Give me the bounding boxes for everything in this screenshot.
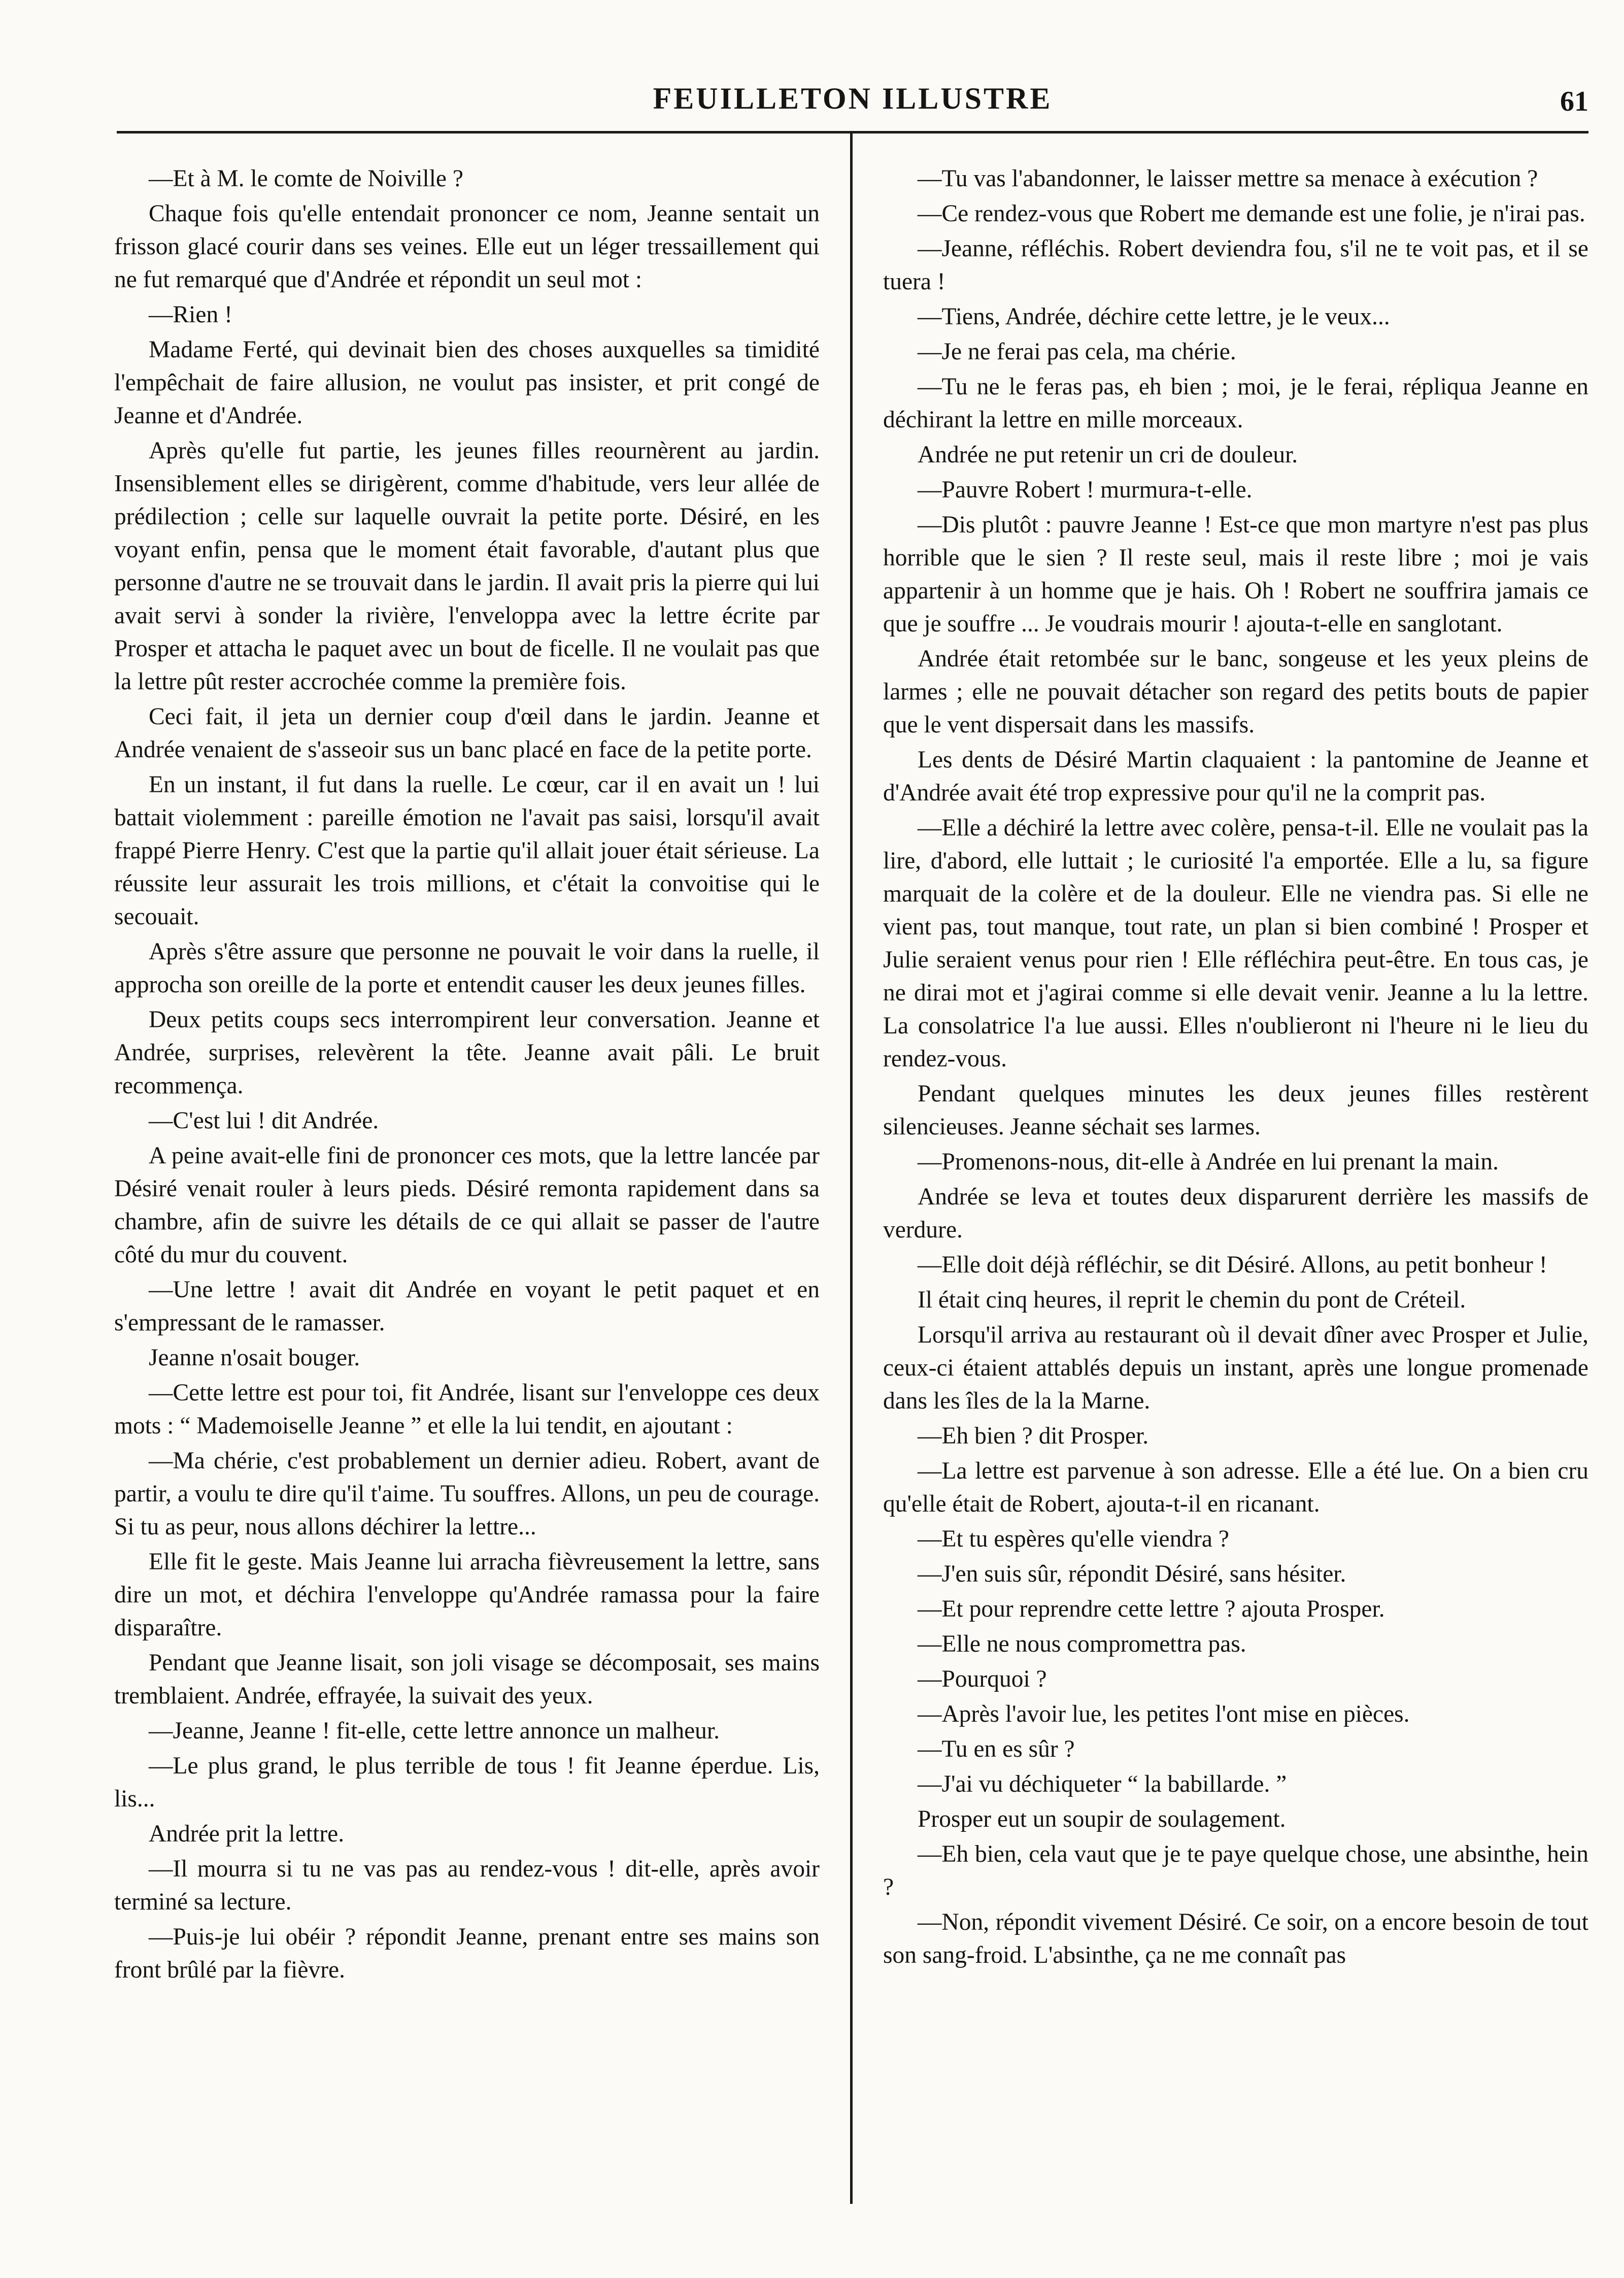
paragraph: Andrée se leva et toutes deux disparurent derrière les massifs de verdure. — [883, 1184, 1588, 1243]
paragraph: —Et tu espères qu'elle viendra ? — [918, 1526, 1229, 1552]
paragraph: Les dents de Désiré Martin claquaient : la pantomine de Jeanne et d'Andrée avait été trop expressive pour qu'il ne la comprit pas. — [883, 747, 1588, 806]
paragraph: —Elle a déchiré la lettre avec colère, pensa-t-il. Elle ne voulait pas la lire, d'abord, elle luttait ; le curiosité l'a emportée. Elle a lu, sa figure marquait de la colère et de la douleur. Elle ne viendra pas. Si elle ne vient pas, tout manque, tout rate, un plan si bien combiné ! Prosper et Julie seraient venus pour rien ! Elle réfléchira peut-être. En tous cas, je ne dirai mot et j'agirai comme si elle devait venir. Jeanne a lu la lettre. La consolatrice l'a lue aussi. Elles n'oublieront ni l'heure ni le lieu du rendez-vous. — [883, 815, 1588, 1072]
paragraph: Chaque fois qu'elle entendait prononcer ce nom, Jeanne sentait un frisson glacé courir dans ses veines. Elle eut un léger tressaillement qui ne fut remarqué que d'Andrée et répondit un seul mot : — [114, 200, 820, 293]
paragraph: —Pauvre Robert ! murmura-t-elle. — [918, 477, 1253, 503]
paragraph: —Rien ! — [149, 302, 232, 328]
paragraph: Elle fit le geste. Mais Jeanne lui arracha fièvreusement la lettre, sans dire un mot, et déchira l'enveloppe qu'Andrée ramassa pour la faire disparaître. — [114, 1549, 820, 1641]
paragraph: —Tiens, Andrée, déchire cette lettre, je le veux... — [918, 304, 1390, 330]
paragraph: —Elle doit déjà réfléchir, se dit Désiré. Allons, au petit bonheur ! — [918, 1252, 1547, 1278]
paragraph: Il était cinq heures, il reprit le chemin du pont de Créteil. — [918, 1287, 1466, 1313]
paragraph: Ceci fait, il jeta un dernier coup d'œil dans le jardin. Jeanne et Andrée venaient de s'asseoir sus un banc placé en face de la petite porte. — [114, 704, 820, 763]
paragraph: —Puis-je lui obéir ? répondit Jeanne, prenant entre ses mains son front brûlé par la fièvre. — [114, 1924, 820, 1983]
page-number: 61 — [1560, 86, 1588, 117]
text-column-left — [114, 162, 820, 2213]
paragraph: En un instant, il fut dans la ruelle. Le cœur, car il en avait un ! lui battait violemment : pareille émotion ne l'avait pas saisi, lorsqu'il avait frappé Pierre Henry. C'est que la partie qu'il allait jouer était sérieuse. La réussite leur assurait les trois millions, et c'était la convoitise qui le secouait. — [114, 772, 820, 930]
paragraph: —Tu en es sûr ? — [918, 1736, 1075, 1762]
paragraph: —Eh bien, cela vaut que je te paye quelque chose, une absinthe, hein ? — [883, 1841, 1588, 1900]
paragraph: —Cette lettre est pour toi, fit Andrée, lisant sur l'enveloppe ces deux mots : “ Mademoiselle Jeanne ” et elle la lui tendit, en ajoutant : — [114, 1380, 820, 1439]
paragraph: Madame Ferté, qui devinait bien des choses auxquelles sa timidité l'empêchait de faire allusion, ne voulut pas insister, et prit congé de Jeanne et d'Andrée. — [114, 337, 820, 429]
paragraph: —Dis plutôt : pauvre Jeanne ! Est-ce que mon martyre n'est pas plus horrible que le sien ? Il reste seul, mais il reste libre ; moi je vais appartenir à un homme que je hais. Oh ! Robert ne souffrira jamais ce que je souffre ... Je voudrais mourir ! ajouta-t-elle en sanglotant. — [883, 512, 1588, 637]
header-rule — [117, 131, 1588, 133]
paragraph: —Eh bien ? dit Prosper. — [918, 1423, 1149, 1449]
paragraph: —J'en suis sûr, répondit Désiré, sans hésiter. — [918, 1561, 1346, 1587]
column-divider — [850, 133, 853, 2204]
paragraph: Après s'être assure que personne ne pouvait le voir dans la ruelle, il approcha son oreille de la porte et entendit causer les deux jeunes filles. — [114, 939, 820, 998]
paragraph: Andrée ne put retenir un cri de douleur. — [918, 442, 1298, 468]
paragraph: —Jeanne, réfléchis. Robert deviendra fou, s'il ne te voit pas, et il se tuera ! — [883, 236, 1588, 295]
paragraph: —Promenons-nous, dit-elle à Andrée en lui prenant la main. — [918, 1149, 1499, 1175]
paragraph: Jeanne n'osait bouger. — [149, 1345, 360, 1371]
paragraph: —Et à M. le comte de Noiville ? — [149, 165, 463, 192]
paragraph: Lorsqu'il arriva au restaurant où il devait dîner avec Prosper et Julie, ceux-ci étaient attablés depuis un instant, après une longue promenade dans les îles de la la Marne. — [883, 1322, 1588, 1414]
paragraph: Pendant quelques minutes les deux jeunes filles restèrent silencieuses. Jeanne séchait ses larmes. — [883, 1081, 1588, 1140]
paragraph: —Ma chérie, c'est probablement un dernier adieu. Robert, avant de partir, a voulu te dire qu'il t'aime. Tu souffres. Allons, un peu de courage. Si tu as peur, nous allons déchirer la lettre... — [114, 1448, 820, 1540]
paragraph: —J'ai vu déchiqueter “ la babillarde. ” — [918, 1771, 1287, 1797]
paragraph: —Après l'avoir lue, les petites l'ont mise en pièces. — [918, 1701, 1410, 1727]
paragraph: —C'est lui ! dit Andrée. — [149, 1108, 379, 1134]
paragraph: Après qu'elle fut partie, les jeunes filles reournèrent au jardin. Insensiblement elles se dirigèrent, comme d'habitude, vers leur allée de prédilection ; celle sur laquelle ouvrait la petite porte. Désiré, en les voyant enfin, pensa que le moment était favorable, d'autant plus que personne d'autre ne se trouvait dans le jardin. Il avait pris la pierre qui lui avait servi à sonder la rivière, l'enveloppa avec la lettre écrite par Prosper et attacha le paquet avec un bout de ficelle. Il ne voulait pas que la lettre pût rester accrochée comme la première fois. — [114, 438, 820, 695]
paragraph: —La lettre est parvenue à son adresse. Elle a été lue. On a bien cru qu'elle était de Robert, ajouta-t-il en ricanant. — [883, 1458, 1588, 1517]
page-header — [117, 81, 1588, 127]
paragraph: —Il mourra si tu ne vas pas au rendez-vous ! dit-elle, après avoir terminé sa lecture. — [114, 1856, 820, 1915]
paragraph: —Ce rendez-vous que Robert me demande est une folie, je n'irai pas. — [918, 200, 1585, 227]
paragraph: Andrée prit la lettre. — [149, 1821, 345, 1847]
paragraph: —Et pour reprendre cette lettre ? ajouta Prosper. — [918, 1596, 1385, 1622]
paragraph: Prosper eut un soupir de soulagement. — [918, 1806, 1286, 1832]
paragraph: —Le plus grand, le plus terrible de tous ! fit Jeanne éperdue. Lis, lis... — [114, 1753, 820, 1812]
paragraph: —Pourquoi ? — [918, 1666, 1047, 1692]
paragraph: —Jeanne, Jeanne ! fit-elle, cette lettre annonce un malheur. — [149, 1718, 720, 1744]
paragraph: —Tu vas l'abandonner, le laisser mettre sa menace à exécution ? — [918, 165, 1538, 192]
text-column-right — [883, 162, 1588, 2213]
paragraph: —Elle ne nous compromettra pas. — [918, 1631, 1246, 1657]
paragraph: Deux petits coups secs interrompirent leur conversation. Jeanne et Andrée, surprises, relevèrent la tête. Jeanne avait pâli. Le bruit recommença. — [114, 1007, 820, 1099]
paragraph: Andrée était retombée sur le banc, songeuse et les yeux pleins de larmes ; elle ne pouvait détacher son regard des petits bouts de papier que le vent dispersait dans les massifs. — [883, 646, 1588, 738]
paragraph: —Tu ne le feras pas, eh bien ; moi, je le ferai, répliqua Jeanne en déchirant la lettre en mille morceaux. — [883, 374, 1588, 433]
paragraph: —Je ne ferai pas cela, ma chérie. — [918, 339, 1236, 365]
paragraph: —Non, répondit vivement Désiré. Ce soir, on a encore besoin de tout son sang-froid. L'absinthe, ça ne me connaît pas — [883, 1909, 1588, 1968]
running-title: FEUILLETON ILLUSTRE — [653, 82, 1053, 115]
paragraph: A peine avait-elle fini de prononcer ces mots, que la lettre lancée par Désiré venait rouler à leurs pieds. Désiré remonta rapidement dans sa chambre, afin de suivre les détails de ce qui allait se passer de l'autre côté du mur du couvent. — [114, 1143, 820, 1268]
paragraph: Pendant que Jeanne lisait, son joli visage se décomposait, ses mains tremblaient. Andrée, effrayée, la suivait des yeux. — [114, 1650, 820, 1709]
paragraph: —Une lettre ! avait dit Andrée en voyant le petit paquet et en s'empressant de le ramasser. — [114, 1277, 820, 1336]
